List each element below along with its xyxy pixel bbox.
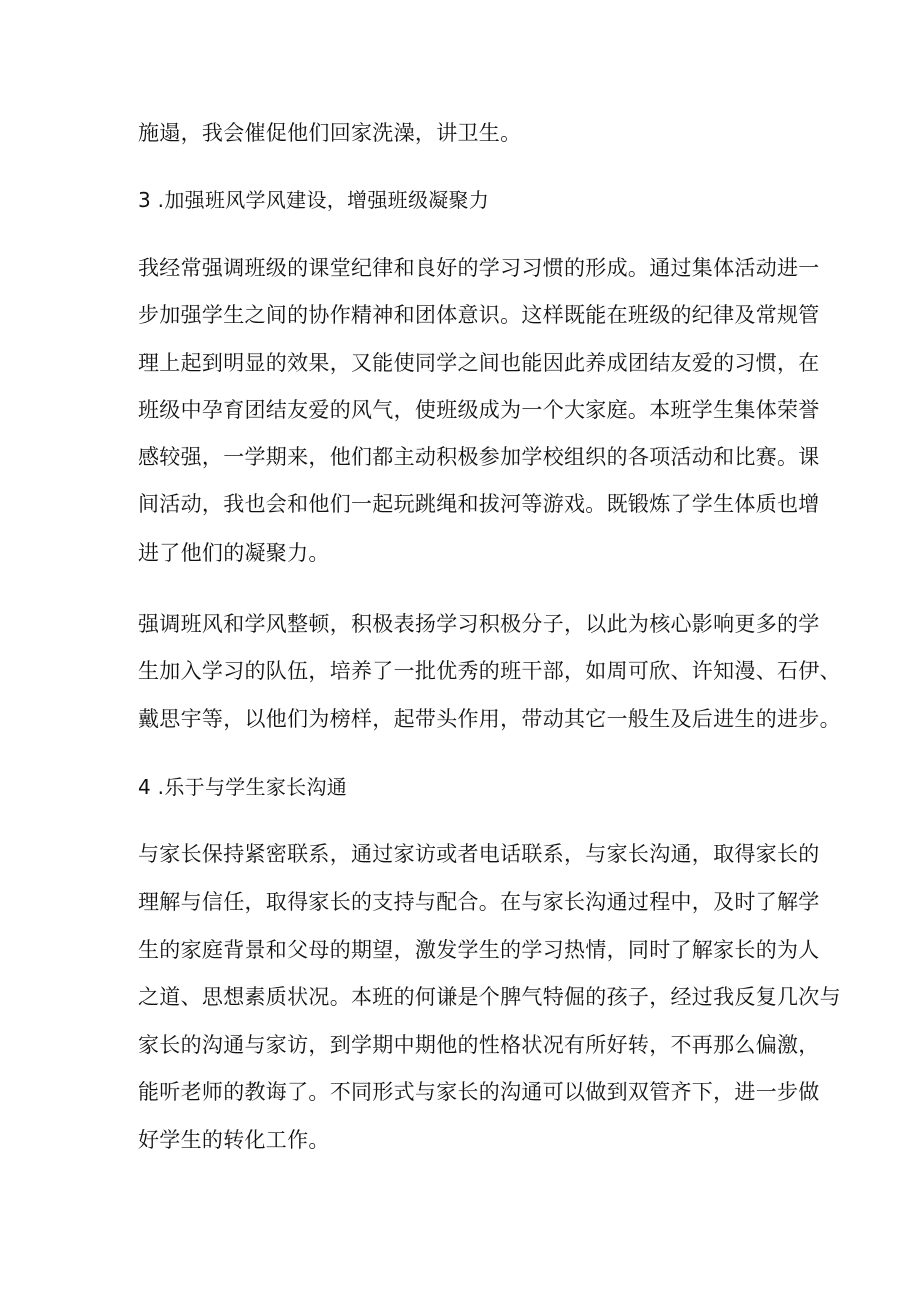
paragraph-line: 能听老师的教诲了。不同形式与家长的沟通可以做到双管齐下，进一步做 <box>138 1080 820 1104</box>
paragraph-line: 间活动，我也会和他们一起玩跳绳和拔河等游戏。既锻炼了学生体质也增 <box>138 492 820 516</box>
paragraph-line: 家长的沟通与家访，到学期中期他的性格状况有所好转，不再那么偏激， <box>138 1033 820 1057</box>
paragraph-line: 班级中孕育团结友爱的风气，使班级成为一个大家庭。本班学生集体荣誉 <box>138 398 820 422</box>
paragraph-line: 与家长保持紧密联系，通过家访或者电话联系，与家长沟通，取得家长的 <box>138 842 820 866</box>
paragraph-line: 强调班风和学风整顿，积极表扬学习积极分子，以此为核心影响更多的学 <box>138 612 820 636</box>
section-4-heading: 4 .乐于与学生家长沟通 <box>138 775 348 799</box>
section-3-heading: 3 .加强班风学风建设，增强班级凝聚力 <box>138 188 490 212</box>
intro-line: 施遢，我会催促他们回家洗澡，讲卫生。 <box>138 121 522 145</box>
paragraph-line: 我经常强调班级的课堂纪律和良好的学习习惯的形成。通过集体活动进一 <box>138 256 820 280</box>
paragraph-line: 理上起到明显的效果，又能使同学之间也能因此养成团结友爱的习惯，在 <box>138 351 820 375</box>
paragraph-line: 生加入学习的队伍，培养了一批优秀的班干部，如周可欣、许知漫、石伊、 <box>138 659 841 683</box>
paragraph-line: 感较强，一学期来，他们都主动积极参加学校组织的各项活动和比赛。课 <box>138 445 820 469</box>
paragraph-line: 步加强学生之间的协作精神和团体意识。这样既能在班级的纪律及常规管 <box>138 303 820 327</box>
paragraph-line: 进了他们的凝聚力。 <box>138 541 330 565</box>
paragraph-line: 之道、思想素质状况。本班的何谦是个脾气特倔的孩子，经过我反复几次与 <box>138 985 841 1009</box>
paragraph-line: 好学生的转化工作。 <box>138 1128 330 1152</box>
paragraph-line: 生的家庭背景和父母的期望，激发学生的学习热情，同时了解家长的为人 <box>138 938 820 962</box>
paragraph-line: 戴思宇等，以他们为榜样，起带头作用，带动其它一般生及后进生的进步。 <box>138 707 841 731</box>
paragraph-line: 理解与信任，取得家长的支持与配合。在与家长沟通过程中，及时了解学 <box>138 890 820 914</box>
